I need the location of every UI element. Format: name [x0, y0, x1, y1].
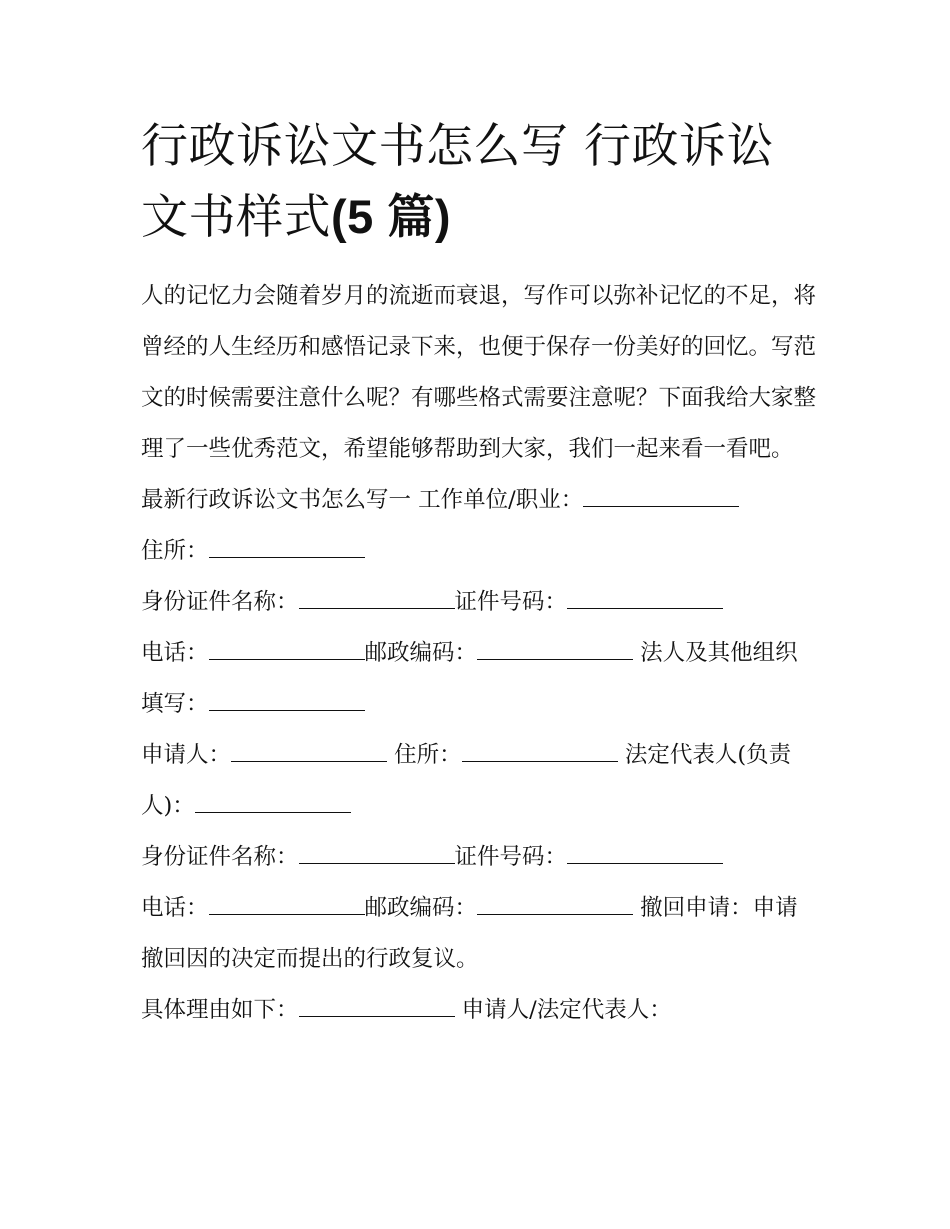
blank-field[interactable] — [477, 894, 633, 915]
form-line-id-document: 身份证件名称： 证件号码： — [141, 577, 816, 628]
blank-field[interactable] — [209, 690, 365, 711]
form-line-phone: 电话： 邮政编码： 法人及其他组织填写： — [141, 640, 798, 717]
blank-field[interactable] — [209, 639, 365, 660]
form-line-reasons: 具体理由如下： 申请人/法定代表人： — [141, 997, 672, 1023]
title-main: 行政诉讼文书怎么写 行政诉讼文书样式 — [141, 119, 774, 245]
form-line-applicant: 申请人： 住所： 法定代表人(负责人)： — [141, 742, 792, 819]
blank-field[interactable] — [209, 894, 365, 915]
blank-field[interactable] — [567, 588, 723, 609]
blank-field[interactable] — [583, 486, 739, 507]
blank-field[interactable] — [299, 588, 455, 609]
blank-field[interactable] — [462, 741, 618, 762]
title-count: (5 篇) — [331, 190, 451, 243]
blank-field[interactable] — [567, 843, 723, 864]
blank-field[interactable] — [195, 792, 351, 813]
form-line-id-document-2: 身份证件名称： 证件号码： — [141, 832, 816, 883]
intro-paragraph: 人的记忆力会随着岁月的流逝而衰退，写作可以弥补记忆的不足，将曾经的人生经历和感悟记录下来，也便于保存一份美好的回忆。写范文的时候需要注意什么呢？有哪些格式需要注意呢？下面我给大家整理了一些优秀范文，希望能够帮助到大家，我们一起来看一看吧。 — [141, 283, 817, 462]
document-page — [141, 112, 816, 1036]
blank-field[interactable] — [299, 843, 455, 864]
blank-field[interactable] — [209, 537, 365, 558]
form-line-phone-2: 电话： 邮政编码： 撤回申请：申请撤回因的决定而提出的行政复议。 — [141, 895, 798, 972]
document-title — [141, 112, 816, 253]
blank-field[interactable] — [299, 996, 455, 1017]
blank-field[interactable] — [231, 741, 387, 762]
blank-field[interactable] — [477, 639, 633, 660]
form-line-work-unit: 最新行政诉讼文书怎么写一 工作单位/职业： 住所： — [141, 475, 816, 577]
